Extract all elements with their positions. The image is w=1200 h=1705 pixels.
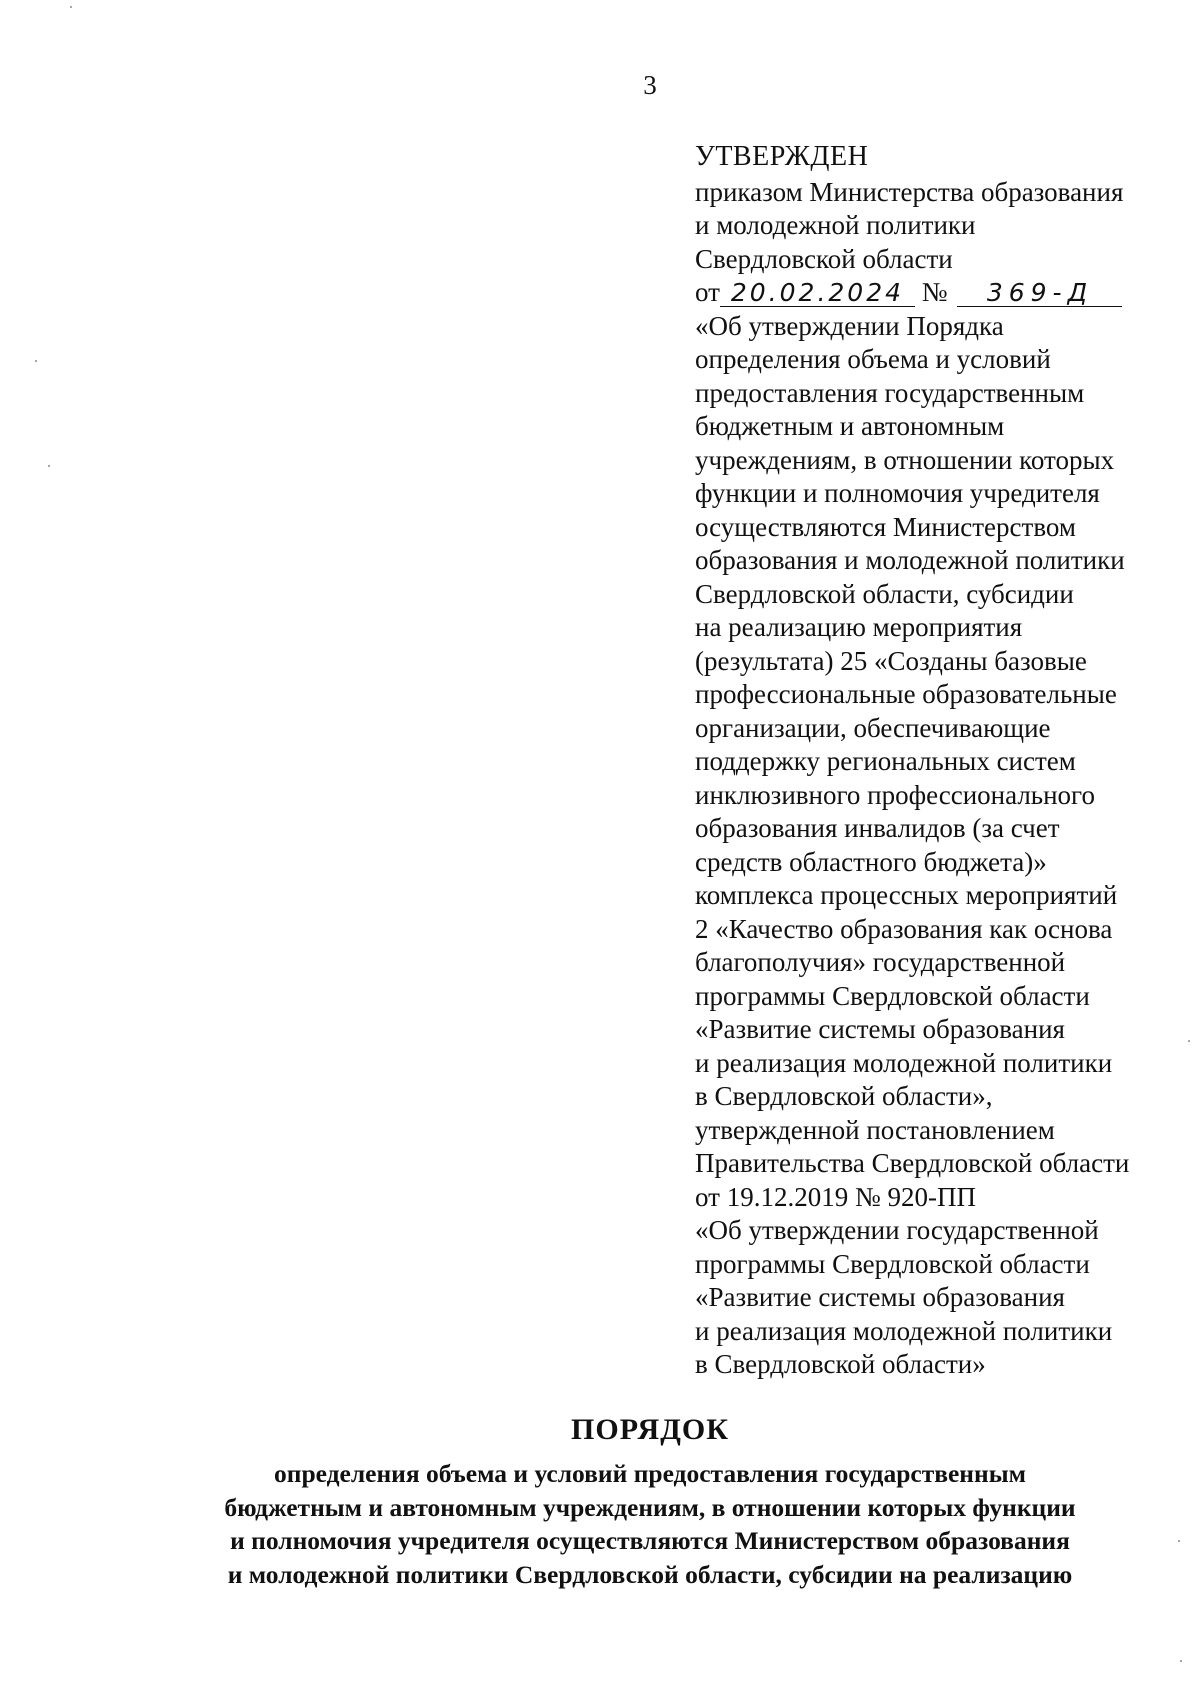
- scan-speck: [48, 465, 50, 467]
- approval-line: Свердловской области: [695, 243, 953, 274]
- approval-line: в Свердловской области»: [695, 1349, 986, 1379]
- approval-line: предоставления государственным: [695, 377, 1085, 408]
- approval-line: «Об утверждении государственной: [695, 1215, 1099, 1245]
- approval-line: осуществляются Министерством: [695, 511, 1076, 542]
- approval-line: образования инвалидов (за счет: [695, 813, 1060, 843]
- approval-line: приказом Министерства образования: [695, 176, 1124, 207]
- page-number: 3: [643, 70, 657, 100]
- approval-line: средств областного бюджета)»: [695, 846, 1047, 877]
- scan-speck: [35, 360, 37, 362]
- approval-line: «Развитие системы образования: [695, 1282, 1065, 1312]
- approval-line: и реализация молодежной политики: [695, 1315, 1113, 1346]
- handwritten-order-number: 369-Д: [957, 280, 1122, 307]
- approval-line: «Развитие системы образования: [695, 1014, 1065, 1044]
- approval-line: программы Свердловской области: [695, 980, 1090, 1011]
- approval-title: УТВЕРЖДЕН: [695, 141, 869, 172]
- approval-line: на реализацию мероприятия: [695, 612, 1023, 642]
- approval-line: бюджетным и автономным: [695, 411, 1005, 441]
- approval-line: инклюзивного профессионального: [695, 779, 1095, 810]
- approval-line: и молодежной политики: [695, 210, 976, 240]
- approval-line: «Об утверждении Порядка: [695, 310, 1004, 341]
- document-title: ПОРЯДОК: [571, 1413, 729, 1446]
- document-subtitle-line: и полномочия учредителя осуществляются Министерством образования: [230, 1526, 1070, 1555]
- scan-speck: [1188, 1040, 1190, 1042]
- document-heading: [0, 1413, 1200, 1591]
- approval-line: образования и молодежной политики: [695, 545, 1125, 575]
- scan-speck: [1178, 1540, 1180, 1542]
- approval-line: благополучия» государственной: [695, 947, 1066, 977]
- approval-line: функции и полномочия учредителя: [695, 478, 1100, 508]
- approval-line: от 19.12.2019 № 920-ПП: [695, 1181, 976, 1212]
- scan-speck: [70, 6, 72, 8]
- approval-line: в Свердловской области»,: [695, 1081, 993, 1111]
- approval-stamp-block: [695, 140, 1165, 1382]
- approval-line: комплекса процессных мероприятий: [695, 880, 1118, 910]
- approval-line: организации, обеспечивающие: [695, 712, 1051, 743]
- approval-order-title-list: [695, 310, 1165, 1382]
- handwritten-order-date: 20.02.2024: [720, 280, 915, 307]
- approval-line: 2 «Качество образования как основа: [695, 913, 1113, 944]
- approval-line: утвержденной постановлением: [695, 1114, 1055, 1145]
- scan-speck: [1180, 1660, 1182, 1662]
- date-prefix: от: [695, 277, 720, 307]
- document-subtitle-line: и молодежной политики Свердловской области, субсидии на реализацию: [227, 1559, 1073, 1589]
- document-subtitle-line: бюджетным и автономным учреждениям, в отношении которых функции: [224, 1492, 1076, 1522]
- approval-line: учреждениям, в отношении которых: [695, 444, 1115, 475]
- document-subtitle-line: определения объема и условий предоставления государственным: [274, 1459, 1026, 1488]
- order-date-number-line: [695, 276, 1165, 310]
- approval-line: Свердловской области, субсидии: [695, 578, 1074, 609]
- approval-line: и реализация молодежной политики: [695, 1047, 1113, 1078]
- approval-line: программы Свердловской области: [695, 1248, 1090, 1279]
- approval-line: определения объема и условий: [695, 344, 1051, 374]
- approval-line: (результата) 25 «Созданы базовые: [695, 645, 1087, 676]
- approval-line: профессиональные образовательные: [695, 679, 1117, 709]
- number-sign: №: [921, 277, 948, 307]
- approval-line: Правительства Свердловской области: [695, 1148, 1130, 1178]
- approval-line: поддержку региональных систем: [695, 746, 1076, 776]
